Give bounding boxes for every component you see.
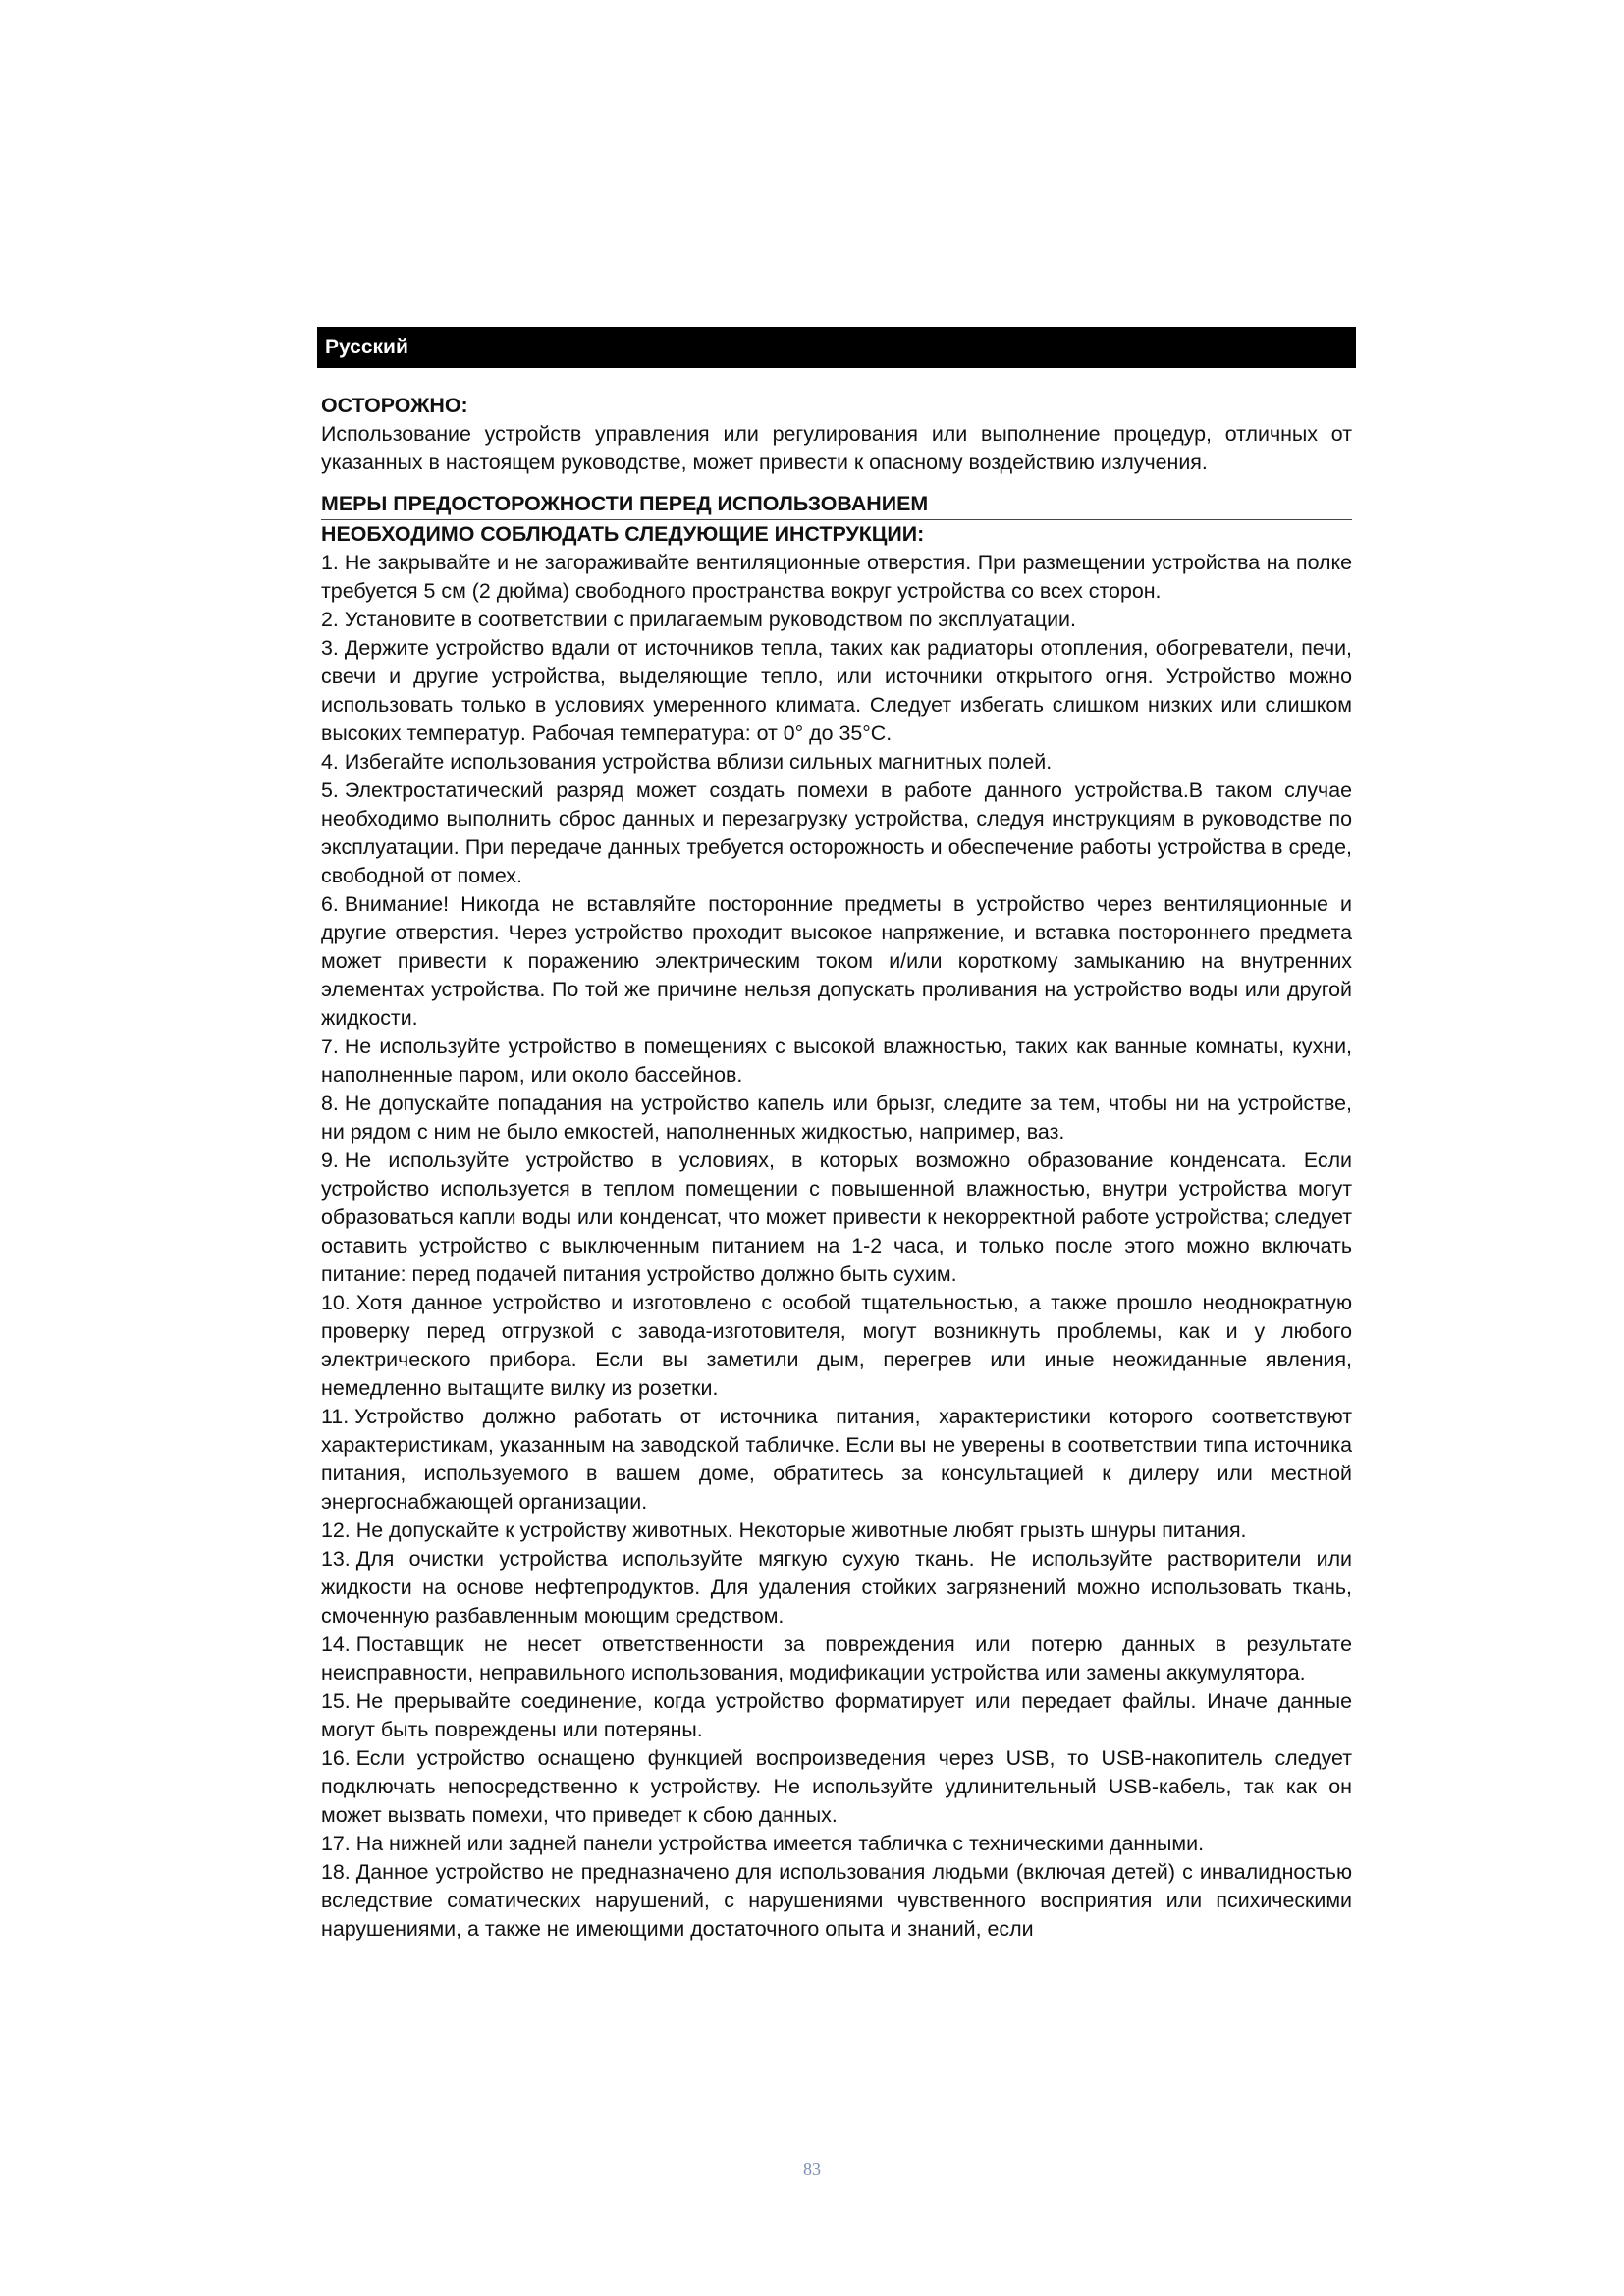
list-item-number: 17. [321,1832,351,1855]
list-item-text: Хотя данное устройство и изготовлено с особой тщательностью, а также прошло неоднократную проверку перед отгрузкой с завода-изготовителя, могут возникнуть проблемы, как и у любого электрического прибора. Если вы заметили дым, перегрев или иные неожиданные явления, немедленно вытащите вилку из розетки. [321,1291,1352,1400]
list-item-text: Поставщик не несет ответственности за повреждения или потерю данных в результате неисправности, неправильного использования, модификации устройства или замены аккумулятора. [321,1632,1352,1684]
list-item [321,1403,1352,1517]
list-item-number: 2. [321,608,339,631]
list-item-text: Не допускайте к устройству животных. Некоторые животные любят грызть шнуры питания. [355,1519,1247,1542]
list-item-number: 13. [321,1547,351,1571]
list-item [321,1830,1352,1858]
list-item-text: Для очистки устройства используйте мягкую сухую ткань. Не используйте растворители или жидкости на основе нефтепродуктов. Для удаления стойких загрязнений можно использовать ткань, смоченную разбавленным моющим средством. [321,1547,1352,1628]
list-item [321,1289,1352,1403]
caution-title: ОСТОРОЖНО: [321,394,468,417]
list-item [321,634,1352,748]
list-item-text: Данное устройство не предназначено для использования людьми (включая детей) с инвалидностью вследствие соматических нарушений, с нарушениями чувственного восприятия или психическими нарушениями, а также не имеющими достаточного опыта и знаний, если [321,1860,1352,1941]
list-item [321,1147,1352,1289]
list-item [321,606,1352,634]
caution-text: Использование устройств управления или регулирования или выполнение процедур, отличных от указанных в настоящем руководстве, может привести к опасному воздействию излучения. [321,422,1352,474]
list-item [321,549,1352,606]
list-item-number: 11. [321,1405,350,1428]
list-item-text: Если устройство оснащено функцией воспроизведения через USB, то USB-накопитель следует подключать непосредственно к устройству. Не используйте удлинительный USB-кабель, так как он может вызвать помехи, что приведет к сбою данных. [321,1746,1352,1827]
list-item-number: 1. [321,551,339,574]
language-label: Русский [325,336,408,358]
list-item-number: 3. [321,636,339,660]
page-number: 83 [803,2160,821,2179]
list-item-number: 6. [321,892,339,916]
list-item-text: Не закрывайте и не загораживайте вентиляционные отверстия. При размещении устройства на полке требуется 5 см (2 дюйма) свободного пространства вокруг устройства со всех сторон. [321,551,1352,603]
list-item [321,1545,1352,1630]
language-header-bar [317,327,1356,368]
precautions-section-title: МЕРЫ ПРЕДОСТОРОЖНОСТИ ПЕРЕД ИСПОЛЬЗОВАНИЕМ [321,490,1352,520]
list-item-number: 10. [321,1291,351,1314]
list-item [321,1090,1352,1147]
list-item [321,1630,1352,1687]
list-item-text: Электростатический разряд может создать помехи в работе данного устройства.В таком случае необходимо выполнить сброс данных и перезагрузку устройства, следуя инструкциям в руководстве по эксплуатации. При передаче данных требуется осторожность и обеспечение работы устройства в среде, свободной от помех. [321,778,1352,887]
list-item-text: Внимание! Никогда не вставляйте посторонние предметы в устройство через вентиляционные и другие отверстия. Через устройство проходит высокое напряжение, и вставка постороннего предмета может привести к поражению электрическим током и/или короткому замыканию на внутренних элементах устройства. По той же причине нельзя допускать проливания на устройство воды или другой жидкости. [321,892,1352,1030]
list-item [321,1744,1352,1830]
list-item [321,748,1352,776]
list-item-text: Не допускайте попадания на устройство капель или брызг, следите за тем, чтобы ни на устройстве, ни рядом с ним не было емкостей, наполненных жидкостью, например, ваз. [321,1092,1352,1144]
list-item-text: На нижней или задней панели устройства имеется табличка с техническими данными. [355,1832,1205,1855]
list-item-text: Держите устройство вдали от источников тепла, таких как радиаторы отопления, обогреватели, печи, свечи и другие устройства, выделяющие тепло, или источники открытого огня. Устройство можно использовать только в условиях умеренного климата. Следует избегать слишком низких или слишком высоких температур. Рабочая температура: от 0° до 35°C. [321,636,1352,745]
list-item-number: 9. [321,1148,339,1172]
list-item [321,776,1352,890]
list-item-text: Установите в соответствии с прилагаемым руководством по эксплуатации. [344,608,1076,631]
precautions-subtitle: НЕОБХОДИМО СОБЛЮДАТЬ СЛЕДУЮЩИЕ ИНСТРУКЦИИ: [321,522,925,546]
list-item [321,1858,1352,1944]
list-item-number: 8. [321,1092,339,1115]
list-item-number: 12. [321,1519,351,1542]
list-item-number: 16. [321,1746,351,1770]
precautions-list [321,549,1352,1944]
list-item-number: 7. [321,1035,339,1058]
list-item-number: 14. [321,1632,351,1656]
list-item-number: 18. [321,1860,351,1884]
list-item [321,890,1352,1033]
list-item [321,1033,1352,1090]
list-item-number: 15. [321,1689,351,1713]
list-item [321,1687,1352,1744]
list-item [321,1517,1352,1545]
document-body [321,386,1352,1944]
list-item-text: Устройство должно работать от источника питания, характеристики которого соответствуют характеристикам, указанным на заводской табличке. Если вы не уверены в соответствии типа источника питания, используемого в вашем доме, обратитесь за консультацией к дилеру или местной энергоснабжающей организации. [321,1405,1352,1514]
list-item-text: Не используйте устройство в помещениях с высокой влажностью, таких как ванные комнаты, кухни, наполненные паром, или около бассейнов. [321,1035,1352,1087]
list-item-text: Избегайте использования устройства вблизи сильных магнитных полей. [344,750,1053,774]
list-item-text: Не прерывайте соединение, когда устройство форматирует или передает файлы. Иначе данные могут быть повреждены или потеряны. [321,1689,1352,1741]
list-item-number: 5. [321,778,339,802]
list-item-number: 4. [321,750,339,774]
list-item-text: Не используйте устройство в условиях, в которых возможно образование конденсата. Если устройство используется в теплом помещении с повышенной влажностью, внутри устройства могут образоваться капли воды или конденсат, что может привести к некорректной работе устройства; следует оставить устройство с выключенным питанием на 1-2 часа, и только после этого можно включать питание: перед подачей питания устройство должно быть сухим. [321,1148,1352,1286]
